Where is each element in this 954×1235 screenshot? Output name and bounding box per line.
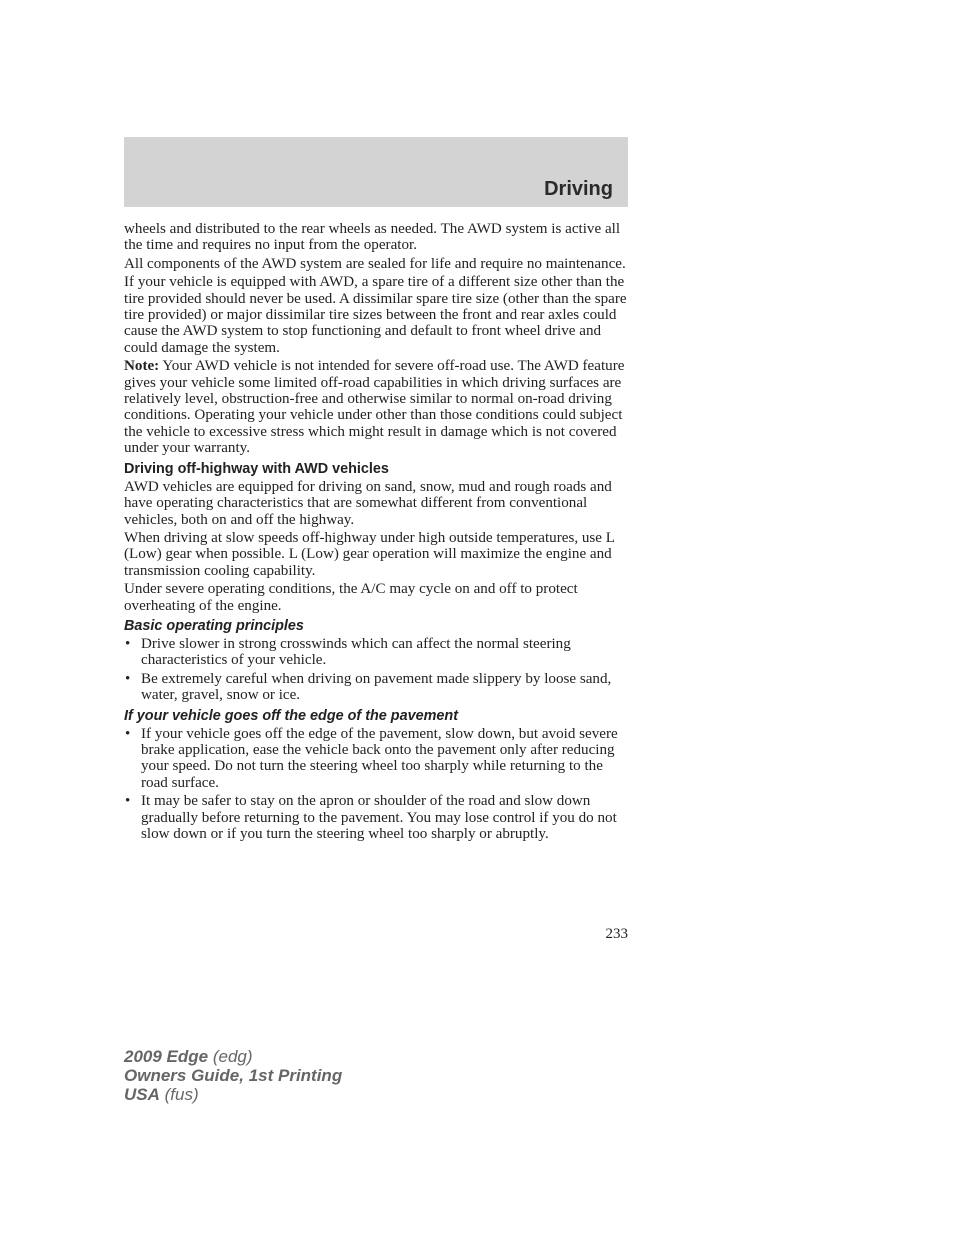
bullet-glyph: • <box>125 725 131 742</box>
list-item <box>124 671 629 704</box>
heading-off-pavement: If your vehicle goes off the edge of the pavement <box>124 707 458 724</box>
section-header-band <box>124 137 628 207</box>
heading-off-highway: Driving off-highway with AWD vehicles <box>124 460 389 477</box>
note-label: Note: <box>124 358 160 375</box>
footer-line-market <box>124 1085 342 1104</box>
section-title: Driving <box>544 178 613 200</box>
bullet-glyph: • <box>125 670 131 687</box>
bullet-glyph: • <box>125 793 131 810</box>
footer-model-code: (edg) <box>208 1047 253 1066</box>
list-item-text: If your vehicle goes off the edge of the pavement, slow down, but avoid severe brake application, ease the vehicle back onto the pavement only after reducing your speed. Do not turn the steering wheel too sharply while returning to the road surface. <box>141 725 618 791</box>
footer-guide: Owners Guide, 1st Printing <box>124 1066 343 1085</box>
list-item <box>124 636 629 669</box>
heading-basic-principles: Basic operating principles <box>124 617 304 634</box>
list-item-text: Drive slower in strong crosswinds which can affect the normal steering characteristics of your vehicle. <box>141 635 571 669</box>
paragraph-slow-speeds: When driving at slow speeds off-highway under high outside temperatures, use L (Low) gear when possible. L (Low) gear operation will maximize the engine and transmission cooling capability. <box>124 529 615 579</box>
paragraph-ac-cycle: Under severe operating conditions, the A/C may cycle on and off to protect overheating of the engine. <box>124 581 578 614</box>
bullet-glyph: • <box>125 635 131 652</box>
list-basic-principles <box>124 636 629 704</box>
footer-market: USA <box>124 1085 160 1104</box>
paragraph-awd-distribution: wheels and distributed to the rear wheels as needed. The AWD system is active all the time and requires no input from the operator. <box>124 221 621 254</box>
paragraph-awd-sealed: All components of the AWD system are sealed for life and require no maintenance. <box>124 255 626 272</box>
page-number: 233 <box>605 926 628 942</box>
list-item <box>124 726 629 792</box>
list-item-text: It may be safer to stay on the apron or shoulder of the road and slow down gradually before returning to the pavement. You may lose control if you do not slow down or if you turn the steering wheel too sharply or abruptly. <box>141 793 617 842</box>
page-content <box>124 221 629 844</box>
footer-edition-info <box>124 1047 342 1104</box>
list-item-text: Be extremely careful when driving on pavement made slippery by loose sand, water, gravel, snow or ice. <box>141 670 612 704</box>
paragraph-note <box>124 358 629 456</box>
list-off-pavement <box>124 726 629 843</box>
note-text: Your AWD vehicle is not intended for severe off-road use. The AWD feature gives your vehicle some limited off-road capabilities in which driving surfaces are relatively level, obstruction-free and otherwise similar to normal on-road driving conditions. Operating your vehicle under other than those conditions could subject the vehicle to excessive stress which might result in damage which is not covered under your warranty. <box>124 358 625 457</box>
footer-market-code: (fus) <box>159 1085 199 1104</box>
paragraph-spare-tire: If your vehicle is equipped with AWD, a spare tire of a different size other than the tire provided should never be used. A dissimilar spare tire size (other than the spare tire provided) or major dissimilar tire sizes between the front and rear axles could cause the AWD system to stop functioning and default to front wheel drive and could damage the system. <box>124 274 627 356</box>
paragraph-awd-equipped: AWD vehicles are equipped for driving on sand, snow, mud and rough roads and have operating characteristics that are somewhat different from conventional vehicles, both on and off the highway. <box>124 478 612 528</box>
footer-line-model <box>124 1047 342 1066</box>
footer-model: 2009 Edge <box>124 1047 209 1066</box>
list-item <box>124 793 629 842</box>
footer-line-guide <box>124 1066 342 1085</box>
